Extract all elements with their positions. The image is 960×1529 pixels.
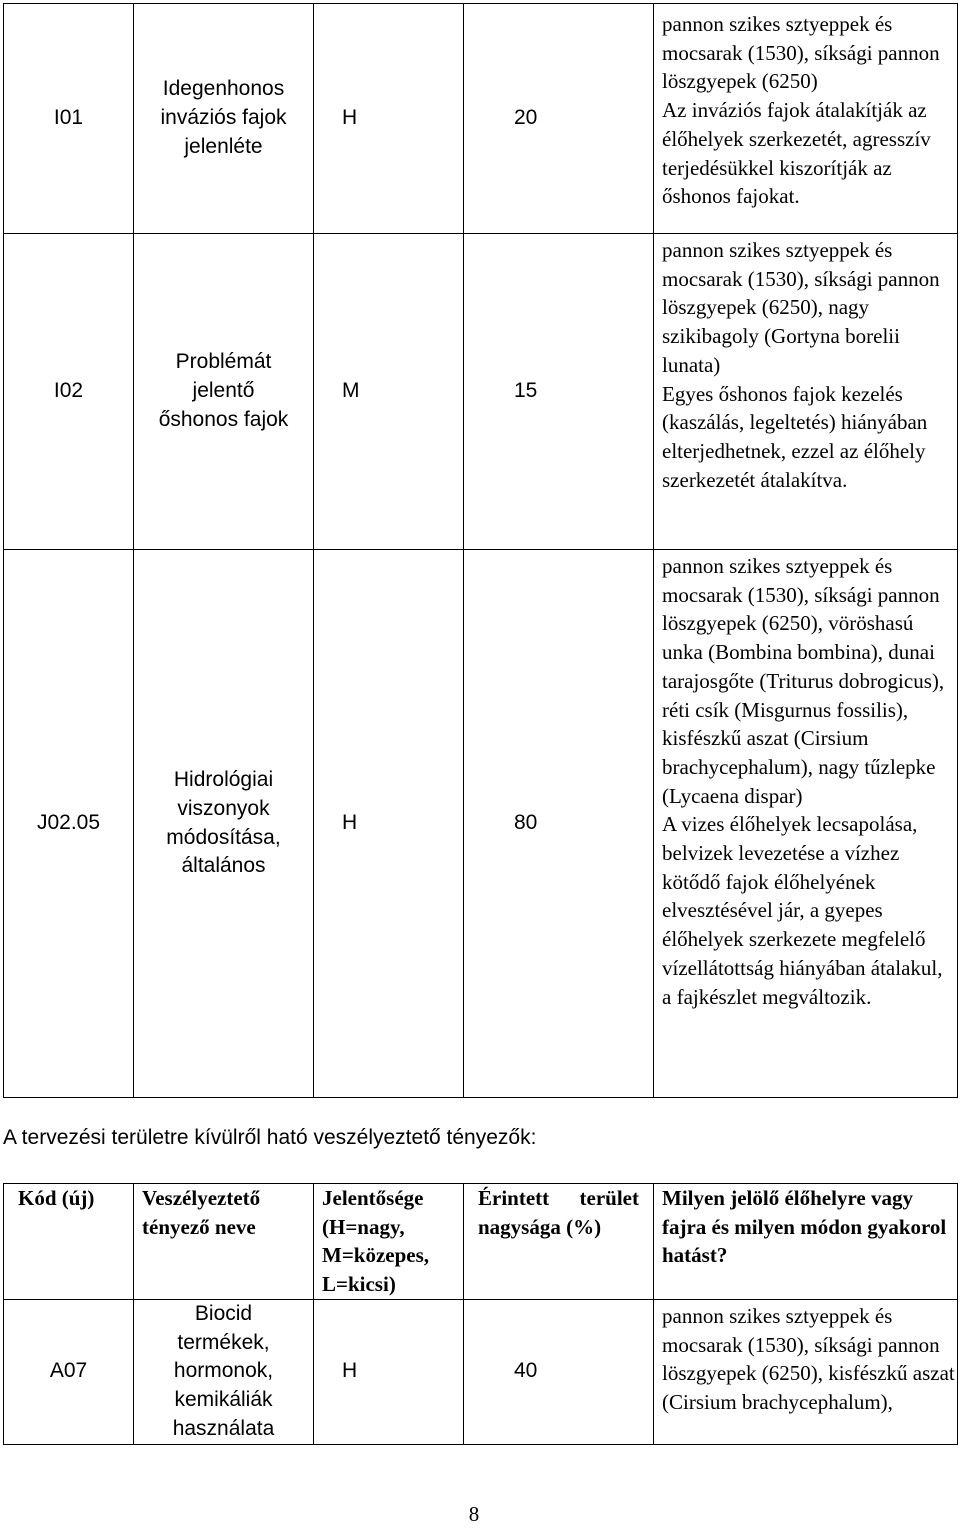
threat-name: Idegenhonos inváziós fajok jelenléte: [134, 4, 314, 234]
threat-code: J02.05: [4, 550, 134, 1098]
threat-code: A07: [4, 1300, 134, 1445]
header-code: Kód (új): [4, 1184, 134, 1300]
threat-name: Hidrológiai viszonyok módosítása, általános: [134, 550, 314, 1098]
threat-name: Biocid termékek, hormonok, kemikáliák használata: [134, 1300, 314, 1445]
external-threats-table: [3, 1183, 958, 1445]
threat-importance: [314, 550, 464, 1098]
affected-habitats-text: pannon szikes sztyeppek és mocsarak (1530), síksági pannon löszgyepek (6250), vöröshasú unka (Bombina bombina), dunai tarajosgőte (Triturus dobrogicus), réti csík (Misgurnus fossilis), kisfészkű aszat (Cirsium brachycephalum), nagy tűzlepke (Lycaena dispar): [662, 554, 945, 808]
importance-value: H: [342, 1359, 358, 1383]
threat-code: I01: [4, 4, 134, 234]
header-name: Veszélyeztető tényező neve: [134, 1184, 314, 1300]
effect-description: Az inváziós fajok átalakítják az élőhelyek szerkezetét, agresszív terjedésükkel kiszorítják az őshonos fajokat.: [662, 98, 931, 209]
threat-target: pannon szikes sztyeppek és mocsarak (1530), síksági pannon löszgyepek (6250), kisfészkű aszat (Cirsium brachycephalum),: [654, 1300, 958, 1445]
table-header-row: [4, 1184, 958, 1300]
table-row: [4, 234, 958, 550]
table-row: [4, 1300, 958, 1445]
threat-code: I02: [4, 234, 134, 550]
importance-value: H: [342, 106, 358, 130]
threat-importance: [314, 4, 464, 234]
header-target: Milyen jelölő élőhelyre vagy fajra és milyen módon gyakorol hatást?: [654, 1184, 958, 1300]
importance-value: M: [342, 379, 360, 403]
threat-name: Problémát jelentő őshonos fajok: [134, 234, 314, 550]
threat-target-effect: [654, 550, 958, 1098]
affected-habitats-text: pannon szikes sztyeppek és mocsarak (1530), síksági pannon löszgyepek (6250): [662, 12, 940, 94]
threat-target-effect: [654, 4, 958, 234]
threat-area: 80: [464, 550, 654, 1098]
threat-importance: [314, 1300, 464, 1445]
threat-area: 20: [464, 4, 654, 234]
page-number: 8: [468, 1502, 480, 1526]
threat-target-effect: [654, 234, 958, 550]
table-row: [4, 550, 958, 1098]
threat-area: 15: [464, 234, 654, 550]
threat-importance: [314, 234, 464, 550]
threat-area: 40: [464, 1300, 654, 1445]
threats-table: [3, 3, 958, 1098]
table-row: [4, 4, 958, 234]
effect-description: Egyes őshonos fajok kezelés (kaszálás, legeltetés) hiányában elterjedhetnek, ezzel az élőhely szerkezetét átalakítva.: [662, 381, 928, 492]
importance-value: H: [342, 811, 358, 835]
affected-habitats-text: pannon szikes sztyeppek és mocsarak (1530), síksági pannon löszgyepek (6250), nagy szikibagoly (Gortyna borelii lunata): [662, 238, 940, 377]
external-threats-intro: A tervezési területre kívülről ható veszélyeztető tényezők:: [3, 1126, 537, 1149]
header-importance: Jelentősége (H=nagy, M=közepes, L=kicsi): [314, 1184, 464, 1300]
effect-description: A vizes élőhelyek lecsapolása, belvizek levezetése a vízhez kötődő fajok élőhelyének elvesztésével jár, a gyepes élőhelyek szerkezete megfelelő vízellátottság hiányában átalakul, a fajkészlet megváltozik.: [662, 812, 943, 1009]
header-area: Érintett terület nagysága (%): [464, 1184, 654, 1300]
